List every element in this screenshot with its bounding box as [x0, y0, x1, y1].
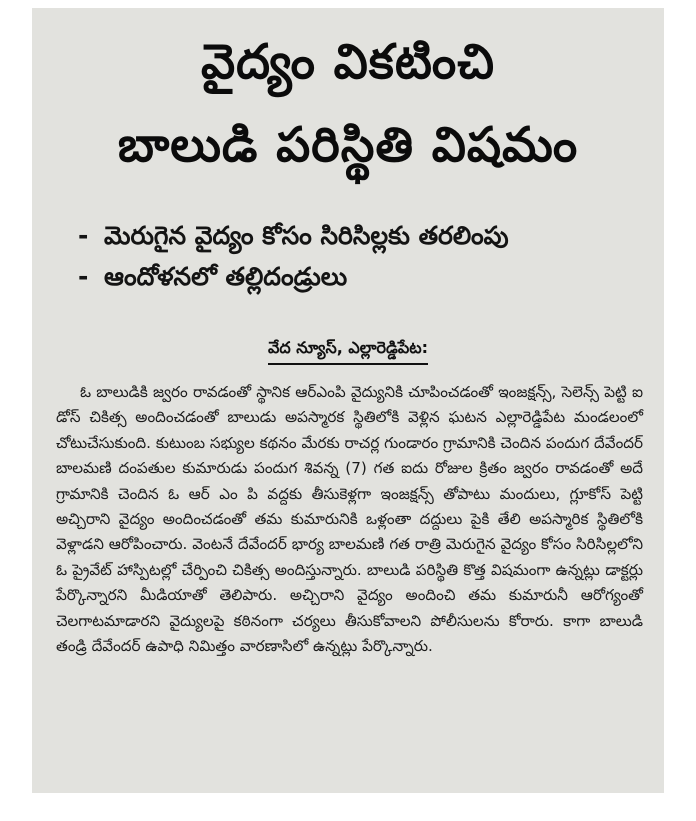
dash-bullet: - [78, 262, 89, 291]
subheading-text: మెరుగైన వైద్యం కోసం సిరిసిల్లకు తరలింపు [104, 221, 509, 250]
subheading-item [78, 256, 509, 297]
subheading-item [78, 215, 509, 256]
headline-line-1: వైద్యం వికటించి [201, 34, 495, 90]
byline-text: వేద న్యూస్, ఎల్లారెడ్డిపేట: [268, 338, 428, 365]
headline-line-2: బాలుడి పరిస్థితి విషమం [117, 117, 579, 173]
subheading-list [78, 215, 509, 297]
subheading-text: ఆందోళనలో తల్లిదండ్రులు [104, 262, 348, 291]
newspaper-clipping [32, 8, 664, 793]
dash-bullet: - [78, 221, 89, 250]
article-body: ఓ బాలుడికి జ్వరం రావడంతో స్థానిక ఆర్ఎంపి వైద్యునికి చూపించడంతో ఇంజక్షన్స్, సెలెన్స్ పెట్టి ఐ డోస్ చికిత్స అందించడంతో బాలుడు అపస్మారక స్థితిలోకి వెళ్లిన ఘటన ఎల్లారెడ్డిపేట మండలంలో చోటుచేసుకుంది. కుటుంబ సభ్యుల కథనం మేరకు రాచర్ల గుండారం గ్రామానికి చెందిన పందుగ దేవేందర్ బాలమణి దంపతుల కుమారుడు పందుగ శివన్న (7) గత ఐదు రోజుల క్రితం జ్వరం రావడంతో అదే గ్రామానికి చెందిన ఓ ఆర్ ఎం పి వద్దకు తీసుకెళ్లగా ఇంజక్షన్స్ తోపాటు మందులు, గ్లూకోస్ పెట్టి అచ్చిరాని వైద్యం అందించడంతో తమ కుమారునికి ఒళ్లంతా దద్దులు పైకి తేలి అపస్మారిక స్థితిలోకి వెళ్లాడని ఆరోపించారు. వెంటనే దేవేందర్ భార్య బాలమణి గత రాత్రి మెరుగైన వైద్యం కోసం సిరిసిల్లలోని ఓ ప్రైవేట్ హాస్పిటల్లో చేర్పించి చికిత్స అందిస్తున్నారు. బాలుడి పరిస్థితి కొత్త విషమంగా ఉన్నట్లు డాక్టర్లు పేర్కొన్నారని మీడియాతో తెలిపారు. అచ్చిరాని వైద్యం అందించి తమ కుమారునీ ఆరోగ్యంతో చెలగాటమాడారని వైద్యులపై కఠినంగా చర్యలు తీసుకోవాలని పోలీసులను కోరారు. కాగా బాలుడి తండ్రి దేవేందర్ ఉపాధి నిమిత్తం వారణాసిలో ఉన్నట్లు పేర్కొన్నారు. [56, 383, 643, 656]
byline [32, 338, 664, 365]
